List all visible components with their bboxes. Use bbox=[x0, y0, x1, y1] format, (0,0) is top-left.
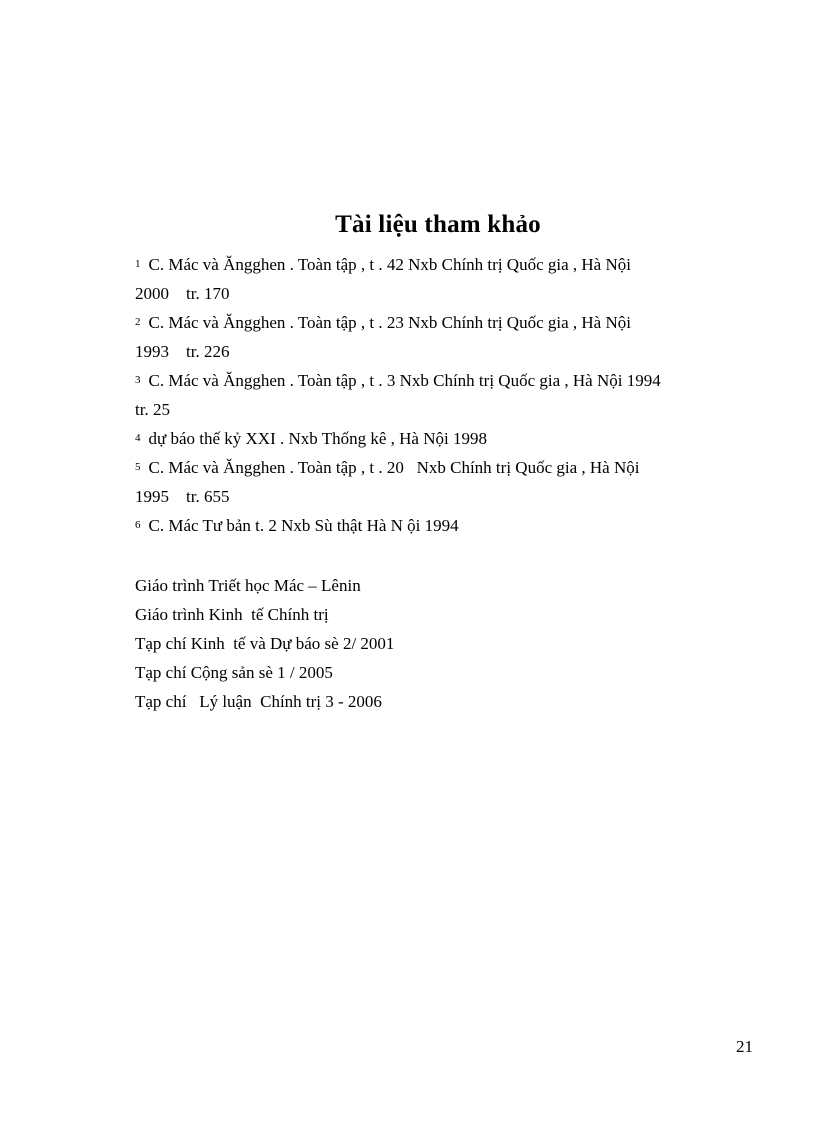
footnote-number: 4 bbox=[135, 432, 141, 444]
footnote-number: 5 bbox=[135, 461, 141, 473]
footnote-number: 6 bbox=[135, 519, 141, 531]
footnote-number: 1 bbox=[135, 258, 141, 270]
footnote-2 bbox=[135, 308, 745, 337]
page-number: 21 bbox=[736, 1037, 753, 1056]
footnote-3 bbox=[135, 366, 745, 395]
bibliography-item: Giáo trình Triết học Mác – Lênin bbox=[135, 576, 361, 595]
footnote-1-continuation: 2000 tr. 170 bbox=[135, 284, 230, 303]
footnote-1 bbox=[135, 250, 745, 279]
bibliography-item: Giáo trình Kinh tế Chính trị bbox=[135, 605, 329, 624]
footnote-number: 3 bbox=[135, 374, 141, 386]
bibliography-list bbox=[135, 571, 394, 716]
footnote-text: C. Mác và Ăngghen . Toàn tập , t . 3 Nxb Chính trị Quốc gia , Hà Nội 1994 bbox=[148, 371, 661, 390]
page-title: Tài liệu tham khảo bbox=[335, 211, 541, 238]
footnote-text: C. Mác và Ăngghen . Toàn tập , t . 42 Nxb Chính trị Quốc gia , Hà Nội bbox=[148, 255, 631, 274]
footnote-number: 2 bbox=[135, 316, 141, 328]
footnote-5 bbox=[135, 453, 745, 482]
footnote-6 bbox=[135, 511, 745, 540]
bibliography-item: Tạp chí Lý luận Chính trị 3 - 2006 bbox=[135, 692, 382, 711]
footnote-text: C. Mác và Ăngghen . Toàn tập , t . 20 Nxb Chính trị Quốc gia , Hà Nội bbox=[148, 458, 640, 477]
footnote-text: C. Mác Tư bản t. 2 Nxb Sù thật Hà N ội 1994 bbox=[148, 516, 459, 535]
bibliography-item: Tạp chí Cộng sản sè 1 / 2005 bbox=[135, 663, 333, 682]
footnote-4 bbox=[135, 424, 745, 453]
bibliography-item: Tạp chí Kinh tế và Dự báo sè 2/ 2001 bbox=[135, 634, 395, 653]
footnote-list bbox=[135, 250, 745, 540]
footnote-3-continuation: tr. 25 bbox=[135, 400, 170, 419]
footnote-text: dự báo thế kỷ XXI . Nxb Thống kê , Hà Nội 1998 bbox=[148, 429, 487, 448]
footnote-5-continuation: 1995 tr. 655 bbox=[135, 487, 230, 506]
footnote-2-continuation: 1993 tr. 226 bbox=[135, 342, 230, 361]
footnote-text: C. Mác và Ăngghen . Toàn tập , t . 23 Nxb Chính trị Quốc gia , Hà Nội bbox=[148, 313, 631, 332]
